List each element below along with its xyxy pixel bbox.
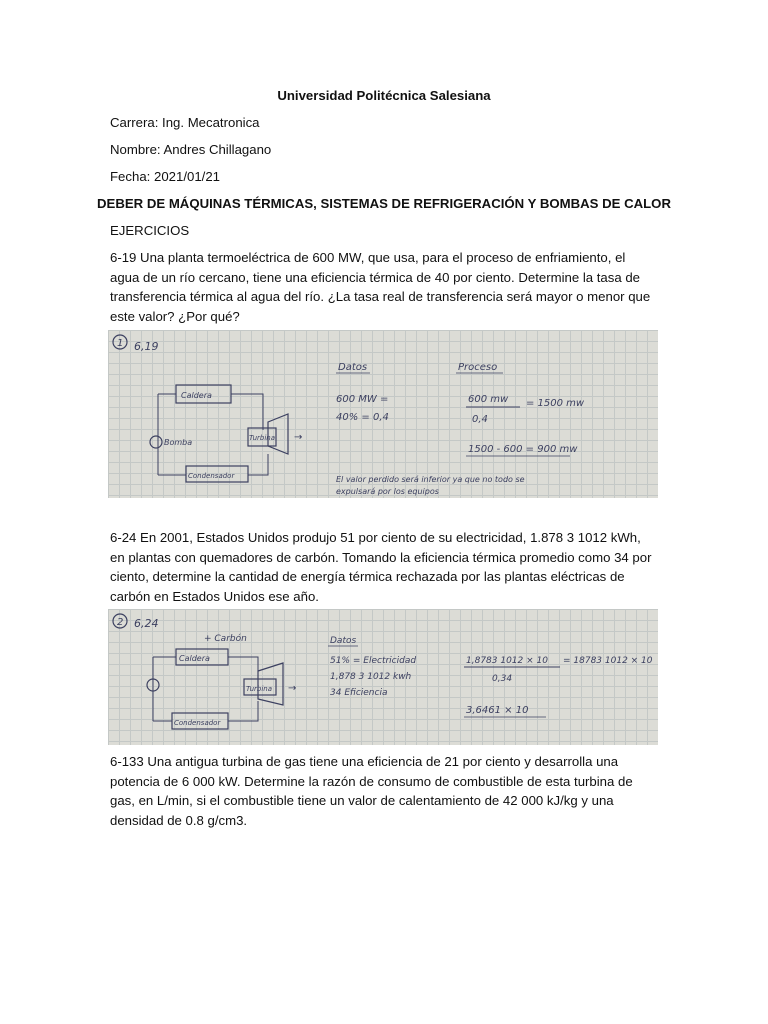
hw-num-1: 1: [117, 338, 124, 349]
handwritten-photo-6-19: [108, 330, 658, 498]
hw-dato2-2: 1,878 3 1012 kwh: [330, 672, 412, 682]
hw-datos-title: Datos: [338, 362, 368, 373]
hw-calc2: 1500 - 600 = 900 mw: [468, 444, 578, 455]
hw-label-6-19: 6,19: [134, 340, 159, 353]
date-line: Fecha: 2021/01/21: [110, 169, 220, 184]
section-heading: EJERCICIOS: [110, 223, 190, 238]
hw-dato-2: 40% = 0,4: [336, 412, 389, 423]
hw-box-condensador: Condensador: [188, 472, 235, 480]
hw-dato2-3: 34 Eficiencia: [330, 688, 388, 698]
hw-calc1-res: = 1500 mw: [526, 398, 585, 409]
hw-box-turbina-2: Turbina: [246, 685, 273, 693]
hw-proceso-title: Proceso: [458, 362, 498, 373]
assignment-title: DEBER DE MÁQUINAS TÉRMICAS, SISTEMAS DE REFRIGERACIÓN Y BOMBAS DE CALOR: [97, 196, 671, 211]
hw-box-caldera: Caldera: [181, 391, 212, 400]
university-title: Universidad Politécnica Salesiana: [277, 88, 491, 103]
hw-carbon: + Carbón: [204, 634, 247, 644]
hw-result: 3,6461 × 10: [466, 705, 529, 716]
name-line: Nombre: Andres Chillagano: [110, 142, 272, 157]
hw-calc1-den: 0,4: [472, 414, 488, 425]
exercise-6-133-text: 6-133 Una antigua turbina de gas tiene una eficiencia de 21 por ciento y desarrolla una potencia de 6 000 kW. Determine la razón de consumo de combustible de esta turbina de gas, en L/min, si el combustible tiene un valor de calentamiento de 42 000 kJ/kg y una densidad de 0.8 g/cm3.: [110, 754, 633, 828]
career-line: Carrera: Ing. Mecatronica: [110, 115, 260, 130]
hw-label-6-24: 6,24: [134, 617, 159, 630]
hw-pump: Bomba: [164, 438, 193, 447]
hw-box-caldera-2: Caldera: [179, 654, 210, 663]
hw-num-2: 2: [117, 617, 124, 628]
hw-box-condensador-2: Condensador: [174, 719, 221, 727]
exercise-6-19-text: 6-19 Una planta termoeléctrica de 600 MW, que usa, para el proceso de enfriamiento, el agua de un río cercano, tiene una eficiencia térmica de 40 por ciento. Determine la tasa de transferencia térmica al agua del río. ¿La tasa real de transferencia será mayor o menor que este valor? ¿Por qué?: [110, 250, 651, 324]
handwritten-solution-6-24: [108, 609, 658, 745]
handwritten-photo-6-24: [108, 609, 658, 745]
hw-calc1-num: 600 mw: [468, 394, 509, 405]
hw-note-1: El valor perdido será inferior ya que no todo se: [336, 475, 525, 484]
hw-calc-res: = 18783 1012 × 10: [563, 656, 653, 666]
hw-calc-den: 0,34: [492, 674, 513, 684]
hw-dato2-1: 51% = Electricidad: [330, 656, 417, 666]
hw-note-2: expulsará por los equipos: [336, 487, 439, 496]
handwritten-solution-6-19: [108, 330, 658, 498]
svg-text:→: →: [294, 432, 303, 443]
hw-calc-num: 1,8783 1012 × 10: [466, 656, 548, 666]
svg-text:→: →: [288, 683, 297, 694]
hw-box-turbina: Turbina: [249, 434, 276, 442]
hw-datos-title-2: Datos: [330, 636, 357, 646]
exercise-6-24-text: 6-24 En 2001, Estados Unidos produjo 51 por ciento de su electricidad, 1.878 3 1012 kWh, en plantas con quemadores de carbón. Tomando la eficiencia térmica promedio como 34 por ciento, determine la cantidad de energía térmica rechazada por las plantas eléctricas de carbón en Estados Unidos ese año.: [110, 530, 652, 604]
hw-dato-1: 600 MW =: [336, 394, 389, 405]
